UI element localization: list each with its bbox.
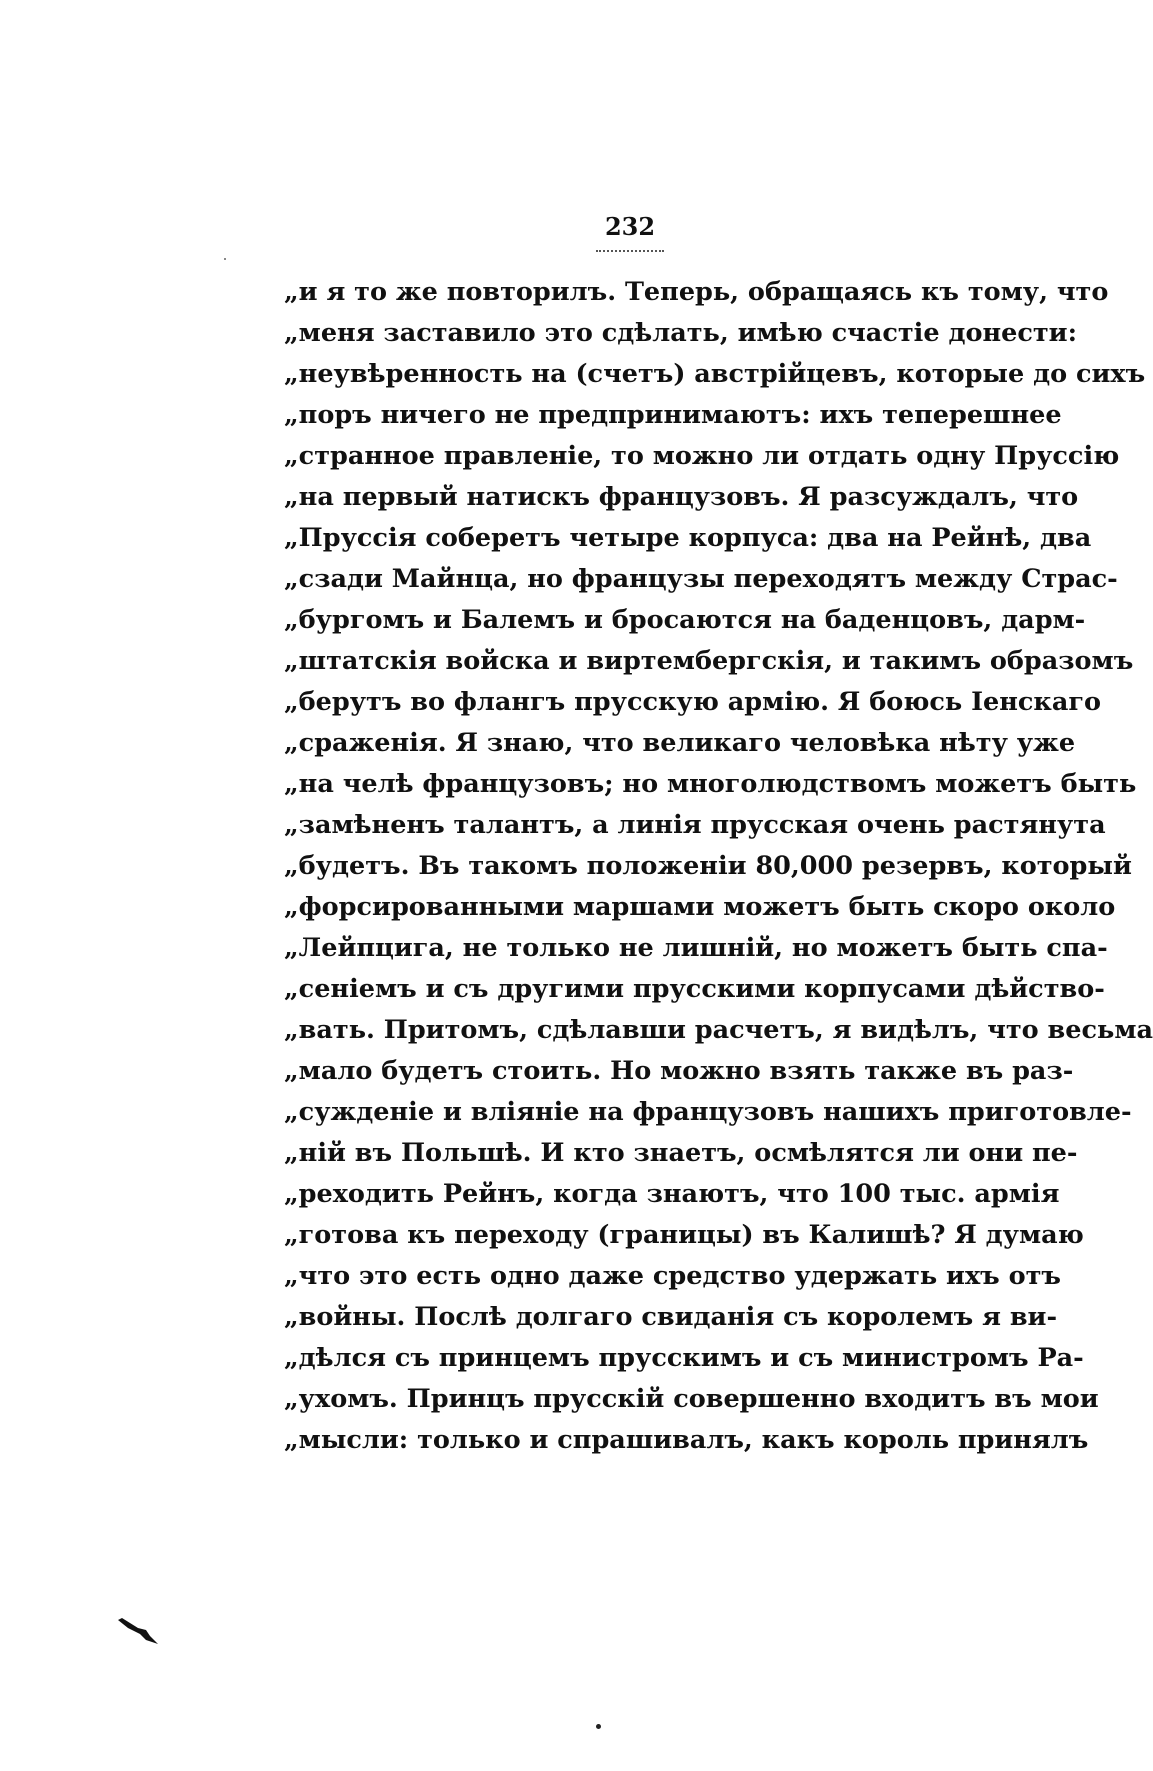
text-line: „и я то же повторилъ. Теперь, обращаясь къ тому, что <box>284 277 1109 307</box>
text-line: „дѣлся съ принцемъ прусскимъ и съ министромъ Ра- <box>284 1343 1084 1373</box>
text-line: „Пруссія соберетъ четыре корпуса: два на Рейнѣ, два <box>284 523 1092 553</box>
page-number-ornament <box>596 244 664 252</box>
speck <box>224 258 226 260</box>
hand-drawn-arrow-icon <box>116 1616 160 1646</box>
text-line: „сужденіе и вліяніе на французовъ нашихъ приготовле- <box>284 1097 1132 1127</box>
text-line: „сраженія. Я знаю, что великаго человѣка нѣту уже <box>284 728 1076 758</box>
text-line: „вать. Притомъ, сдѣлавши расчетъ, я видѣлъ, что весьма <box>284 1015 1153 1045</box>
text-line: „будетъ. Въ такомъ положеніи 80,000 резервъ, который <box>284 851 1132 881</box>
text-line: „берутъ во флангъ прусскую армію. Я боюсь Іенскаго <box>284 687 1102 717</box>
text-line: „на первый натискъ французовъ. Я разсуждалъ, что <box>284 482 1079 512</box>
text-line: „штатскія войска и виртембергскія, и такимъ образомъ <box>284 646 1134 676</box>
text-line: „что это есть одно даже средство удержать ихъ отъ <box>284 1261 1061 1291</box>
text-line: „на челѣ французовъ; но многолюдствомъ можетъ быть <box>284 769 1137 799</box>
text-line: „странное правленіе, то можно ли отдать одну Пруссію <box>284 441 1120 471</box>
text-line: „ухомъ. Принцъ прусскій совершенно входитъ въ мои <box>284 1384 1099 1414</box>
body-text <box>284 272 1153 1461</box>
text-line: „замѣненъ талантъ, а линія прусская очень растянута <box>284 810 1106 840</box>
text-line: „войны. Послѣ долгаго свиданія съ королемъ я ви- <box>284 1302 1058 1332</box>
text-line: „сзади Майнца, но французы переходятъ между Страс- <box>284 564 1118 594</box>
text-line: „Лейпцига, не только не лишній, но можетъ быть спа- <box>284 933 1108 963</box>
page-number: 232 <box>604 212 656 241</box>
text-line: „мысли: только и спрашивалъ, какъ король принялъ <box>284 1425 1089 1455</box>
page-speck <box>596 1724 601 1729</box>
text-line: „бургомъ и Балемъ и бросаются на баденцовъ, дарм- <box>284 605 1086 635</box>
text-line: „поръ ничего не предпринимаютъ: ихъ теперешнее <box>284 400 1062 430</box>
text-line: „мало будетъ стоить. Но можно взять также въ раз- <box>284 1056 1074 1086</box>
text-line: „сеніемъ и съ другими прусскими корпусами дѣйство- <box>284 974 1105 1004</box>
text-line: „готова къ переходу (границы) въ Калишѣ? Я думаю <box>284 1220 1084 1250</box>
text-line: „реходить Рейнъ, когда знаютъ, что 100 тыс. армія <box>284 1179 1060 1209</box>
text-line: „меня заставило это сдѣлать, имѣю счастіе донести: <box>284 318 1077 348</box>
text-line: „неувѣренность на (счетъ) австрійцевъ, которые до сихъ <box>284 359 1146 389</box>
text-line: „форсированными маршами можетъ быть скоро около <box>284 892 1116 922</box>
text-line: „ній въ Польшѣ. И кто знаетъ, осмѣлятся ли они пе- <box>284 1138 1078 1168</box>
